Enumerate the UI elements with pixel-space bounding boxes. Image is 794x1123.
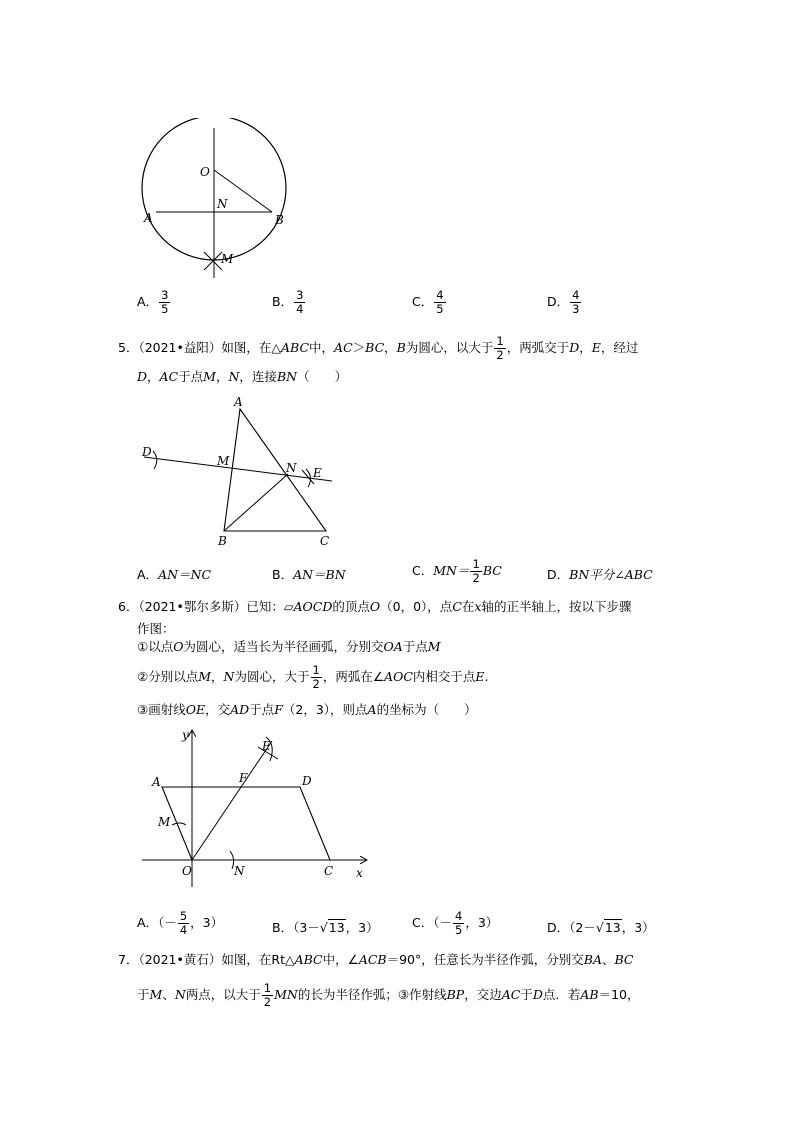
q5-segment-bn <box>224 474 288 531</box>
q5-option-a[interactable] <box>137 565 211 583</box>
q6-text: 内相交于点 <box>412 669 476 684</box>
q6-text: ，交 <box>205 702 231 717</box>
q4-option-c-num: 4 <box>436 288 444 302</box>
q4-option-d-fraction <box>570 289 581 316</box>
q6-option-b-sqrt-sign: √ <box>319 920 328 935</box>
q4-label-b: B <box>275 213 284 227</box>
q5-option-d-text: BN平分∠ABC <box>569 567 653 582</box>
q5-option-c[interactable] <box>412 558 502 585</box>
q6-step-2 <box>137 664 489 691</box>
q5-text: ， <box>147 369 160 384</box>
q7-stem-line-2 <box>137 982 640 1009</box>
q6-label-n: N <box>234 864 245 878</box>
q6-text: OA <box>383 639 403 654</box>
q7-text: 、 <box>602 952 615 967</box>
q7-text: 的长为半径作弧；③作射线 <box>297 987 447 1002</box>
q5-text: M <box>203 369 216 384</box>
q6-step-2-fraction <box>311 664 322 691</box>
q6-label-c: C <box>324 864 334 878</box>
q6-text: ③画射线 <box>137 702 186 717</box>
q7-text: 点．若 <box>542 987 581 1002</box>
q6-text: 于点 <box>402 639 428 654</box>
q6-text: 为圆心，大于 <box>234 669 310 684</box>
q5-arc-d <box>153 451 157 469</box>
q5-triangle-abc <box>224 409 326 531</box>
q7-text: 于 <box>137 987 150 1002</box>
q6-text: 6．（2021•鄂尔多斯）已知：▱ <box>118 599 294 614</box>
q6-text: 轴的正半轴上，按以下步骤 <box>481 599 632 614</box>
q5-option-b-text: AN＝BN <box>293 567 346 582</box>
q6-option-c-label: C．（ <box>412 915 440 930</box>
q7-text: 7．（2021•黄石）如图，在Rt△ <box>118 952 295 967</box>
q5-label-b: B <box>218 534 227 548</box>
q5-text: ，两弧交于 <box>506 340 570 355</box>
q6-label-m: M <box>158 815 171 829</box>
q5-option-c-label: C． <box>412 563 434 578</box>
q4-option-a[interactable] <box>137 289 171 316</box>
q4-label-m: M <box>221 252 234 266</box>
q5-fraction <box>494 335 505 362</box>
q4-option-c-den: 5 <box>436 302 444 316</box>
q7-text: M <box>149 987 163 1002</box>
q5-text: ABC <box>281 340 310 355</box>
q6-option-c-den: 5 <box>455 923 463 937</box>
q4-option-b-fraction <box>294 289 305 316</box>
q5-label-a: A <box>234 395 243 409</box>
q4-option-a-label: A． <box>137 294 159 309</box>
q5-frac-den: 2 <box>496 348 504 362</box>
q6-text: M <box>427 639 441 654</box>
q5-option-d[interactable] <box>547 565 653 583</box>
q6-option-c-post: ，3） <box>465 915 499 930</box>
q7-text: 于 <box>520 987 533 1002</box>
q5-option-a-text: AN＝NC <box>158 567 212 582</box>
q6-option-d-sqrt-sign: √ <box>595 920 604 935</box>
q6-arc-m <box>172 823 186 825</box>
q4-circle-figure <box>130 118 310 283</box>
q5-text: D <box>137 369 148 384</box>
q6-option-d[interactable] <box>547 918 655 936</box>
q7-text: AB <box>580 987 599 1002</box>
q7-text: BA <box>583 952 602 967</box>
q6-ray-oe <box>192 741 272 860</box>
q6-option-c[interactable] <box>412 910 498 937</box>
q6-parallelogram-aocd <box>162 787 330 860</box>
q5-label-c: C <box>320 534 330 548</box>
q6-text: 的坐标为（ ） <box>376 702 477 717</box>
q6-stem-line-1 <box>118 598 631 616</box>
q6-text: A <box>367 702 377 717</box>
q6-text: 在 <box>461 599 475 614</box>
q6-text: . <box>484 669 489 684</box>
q5-option-c-pre: MN＝ <box>433 563 470 578</box>
q5-text: AC <box>334 340 353 355</box>
q5-stem-line-2 <box>137 368 347 386</box>
q5-option-a-label: A． <box>137 567 159 582</box>
q7-text: ABC <box>294 952 323 967</box>
q6-option-d-radicand: 13 <box>604 920 621 935</box>
q6-option-c-num: 4 <box>455 909 463 923</box>
q7-text: ACB <box>358 952 387 967</box>
q5-text: ， <box>215 369 229 384</box>
q6-text: 作图： <box>137 621 175 636</box>
q6-text: 于点 <box>249 702 275 717</box>
q7-text: ＝10， <box>598 987 640 1002</box>
q5-label-e: E <box>313 466 322 480</box>
q7-text: AC <box>501 987 521 1002</box>
q4-option-d-label: D． <box>547 294 570 309</box>
q7-text: 、 <box>162 987 175 1002</box>
q6-parallelogram-figure <box>138 727 378 889</box>
q6-option-a-den: 4 <box>179 923 188 937</box>
q5-stem-line-1 <box>118 335 638 362</box>
q6-option-c-minus: － <box>439 915 452 930</box>
q4-option-a-fraction <box>159 289 170 316</box>
q7-frac-num: 1 <box>263 981 272 995</box>
q6-step-1 <box>137 638 441 656</box>
q5-label-d: D <box>142 445 152 459</box>
q5-text: ，连接 <box>239 369 277 384</box>
q7-text: D <box>532 987 543 1002</box>
q6-text: AOC <box>384 669 413 684</box>
q4-option-d-num: 4 <box>572 288 580 302</box>
q4-label-o: O <box>200 165 210 179</box>
q6-option-a-label: A．（ <box>137 915 165 930</box>
q6-text: 的顶点 <box>332 599 370 614</box>
q6-text: E <box>475 669 485 684</box>
q5-text: 于点 <box>178 369 204 384</box>
q5-text: ， <box>384 340 397 355</box>
q6-text: O <box>173 639 184 654</box>
q5-option-c-num: 1 <box>472 557 480 571</box>
q4-option-b-den: 4 <box>296 302 304 316</box>
q6-option-a-num: 5 <box>179 909 188 923</box>
q6-option-b[interactable] <box>272 918 379 936</box>
q6-label-o: O <box>182 864 192 878</box>
q6-label-e: E <box>262 739 271 753</box>
q6-text: （2，3），则点 <box>282 702 368 717</box>
q7-text: 两点，以大于 <box>185 987 261 1002</box>
q6-label-f: F <box>239 771 248 785</box>
q6-step-3 <box>137 701 477 719</box>
q6-option-a-post: ，3） <box>190 915 224 930</box>
q4-label-a: A <box>144 211 153 225</box>
q6-text: AD <box>230 702 250 717</box>
q5-text: N <box>228 369 240 384</box>
q5-frac-num: 1 <box>496 334 504 348</box>
q6-label-x: x <box>356 866 363 880</box>
q6-label-y: y <box>182 728 189 742</box>
q5-text: D <box>569 340 580 355</box>
q4-option-b[interactable] <box>272 289 306 316</box>
q4-option-d[interactable] <box>547 289 582 316</box>
q4-option-c[interactable] <box>412 289 447 316</box>
q4-option-c-label: C． <box>412 294 434 309</box>
q6-text: F <box>274 702 283 717</box>
q6-text: C <box>452 599 462 614</box>
q6-text: AOCD <box>293 599 333 614</box>
q7-text: BP <box>446 987 465 1002</box>
q7-text: N <box>174 987 186 1002</box>
q5-text: E <box>591 340 601 355</box>
q6-text: ①以点 <box>137 639 174 654</box>
q7-text: ，交边 <box>464 987 502 1002</box>
q5-text: BC <box>365 340 385 355</box>
q6-option-b-post: ，3） <box>345 920 379 935</box>
q6-option-a-fraction <box>178 910 189 937</box>
q6-step-2-num: 1 <box>312 663 320 677</box>
q5-triangle-figure <box>138 393 338 548</box>
q6-text: M <box>198 669 212 684</box>
q5-text: 中， <box>309 340 335 355</box>
q6-text: x <box>474 599 482 614</box>
q6-stem-line-2 <box>137 620 175 638</box>
q5-option-c-den: 2 <box>472 571 480 585</box>
q5-text: （ ） <box>297 369 348 384</box>
q6-label-d: D <box>302 774 312 788</box>
q5-option-b-label: B． <box>272 567 294 582</box>
q6-text: ②分别以点 <box>137 669 199 684</box>
q5-text: 5．（2021•益阳）如图，在△ <box>118 340 282 355</box>
q6-step-2-den: 2 <box>312 677 320 691</box>
q6-text: 为圆心，适当长为半径画弧，分别交 <box>183 639 384 654</box>
q5-text: ＞ <box>352 340 366 355</box>
q6-text: （0，0），点 <box>380 599 453 614</box>
q6-text: N <box>223 669 235 684</box>
q5-option-d-label: D． <box>547 567 570 582</box>
q4-option-b-num: 3 <box>296 288 304 302</box>
q6-text: OE <box>185 702 206 717</box>
q6-text: ，两弧在∠ <box>322 669 385 684</box>
q5-text: B <box>396 340 406 355</box>
q5-text: 为圆心，以大于 <box>405 340 494 355</box>
q4-option-c-fraction <box>434 289 445 316</box>
q6-option-d-post: ，3） <box>621 920 655 935</box>
q6-text: O <box>369 599 381 614</box>
q5-option-b[interactable] <box>272 565 346 583</box>
q6-option-a[interactable] <box>137 910 223 937</box>
q4-option-d-den: 3 <box>572 302 580 316</box>
q6-option-b-radicand: 13 <box>328 920 345 935</box>
q7-text: 中，∠ <box>322 952 359 967</box>
q6-text: ， <box>211 669 224 684</box>
q5-line-de <box>144 457 332 481</box>
q7-fraction <box>262 982 273 1009</box>
q7-text: MN <box>274 987 298 1002</box>
q5-option-c-post: BC <box>482 563 502 578</box>
q5-option-c-fraction <box>470 558 481 585</box>
q7-text: ＝90°，任意长为半径作弧，分别交 <box>386 952 584 967</box>
q5-text: BN <box>276 369 298 384</box>
q7-stem-line-1 <box>118 951 634 969</box>
q5-label-n: N <box>286 461 297 475</box>
q6-option-b-label: B．（3－ <box>272 920 320 935</box>
q6-option-d-label: D．（2－ <box>547 920 596 935</box>
q7-text: BC <box>614 952 634 967</box>
q4-option-a-den: 5 <box>161 302 169 316</box>
q4-option-b-label: B． <box>272 294 294 309</box>
q5-label-m: M <box>217 454 230 468</box>
q4-label-n: N <box>217 197 228 211</box>
q6-label-a: A <box>152 775 161 789</box>
q5-text: ，经过 <box>600 340 639 355</box>
q5-text: AC <box>159 369 179 384</box>
q6-option-c-fraction <box>453 910 464 937</box>
q5-text: ， <box>579 340 592 355</box>
q4-option-a-num: 3 <box>161 288 169 302</box>
q7-frac-den: 2 <box>263 995 272 1009</box>
q6-option-a-minus: － <box>164 915 177 930</box>
